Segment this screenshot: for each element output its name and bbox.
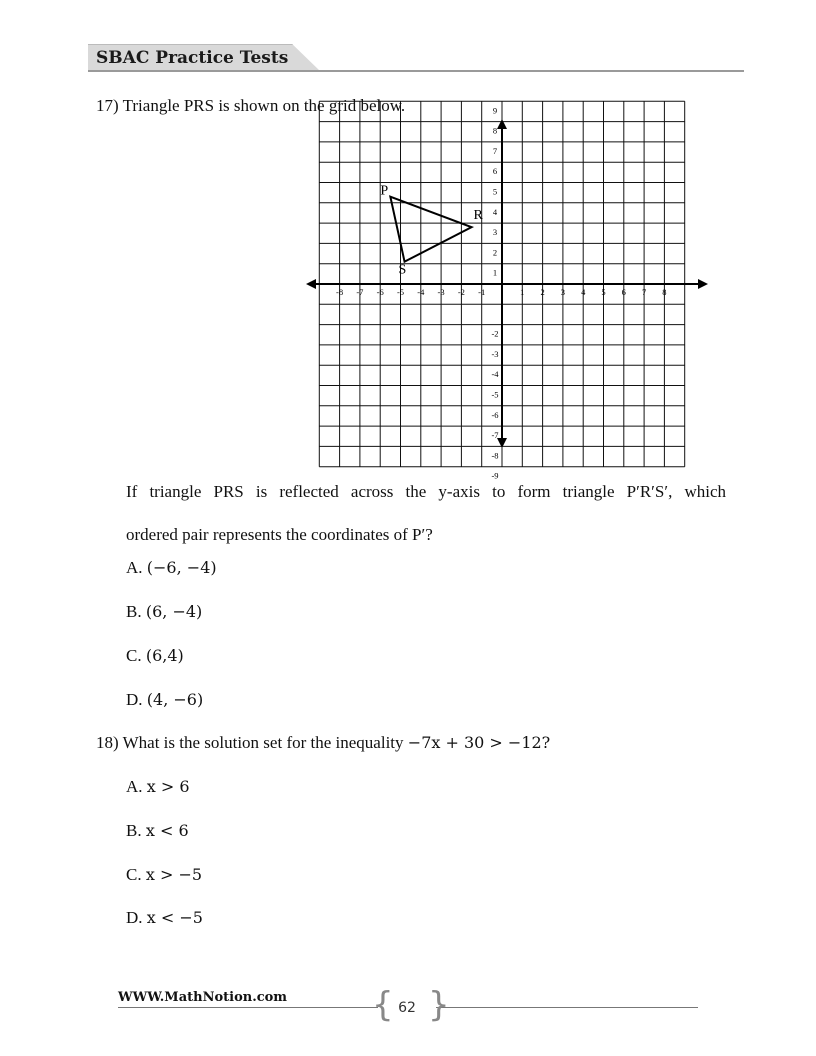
header-rule — [88, 70, 744, 72]
vertex-label-p: P — [380, 183, 389, 199]
y-tick-label: -7 — [491, 430, 499, 441]
y-tick-label: -8 — [491, 450, 499, 461]
y-tick-label: 4 — [492, 206, 498, 217]
y-tick-label: -5 — [491, 389, 499, 400]
x-axis-arrow-left — [306, 279, 316, 289]
footer-site-link[interactable]: WWW.MathNotion.com — [118, 990, 288, 1005]
x-tick-label: 2 — [540, 287, 545, 297]
q17-choice-a[interactable] — [126, 558, 217, 578]
vertex-label-r: R — [473, 208, 483, 224]
y-tick-label: -4 — [491, 369, 499, 380]
x-tick-label: 4 — [581, 287, 586, 297]
y-tick-label: 2 — [492, 247, 498, 258]
choice-letter: A. — [126, 777, 143, 796]
y-axis-arrow-up — [497, 119, 507, 129]
q18-choice-d[interactable] — [126, 908, 203, 928]
q18-prompt-text: 18) What is the solution set for the inequality — [96, 733, 404, 752]
y-tick-label: -2 — [491, 328, 499, 339]
q17-choice-d[interactable] — [126, 690, 203, 710]
x-tick-label: 8 — [662, 287, 667, 297]
q18-prompt-math: −7x + 30 > −12? — [407, 733, 551, 752]
x-tick-label: -4 — [417, 287, 425, 297]
x-tick-label: -5 — [396, 287, 405, 297]
x-tick-label: -8 — [336, 287, 344, 297]
choice-letter: B. — [126, 602, 142, 621]
choice-math: (6,4) — [145, 646, 184, 665]
choice-letter: C. — [126, 646, 142, 665]
choice-math: (4, −6) — [146, 690, 204, 709]
y-tick-label: -6 — [491, 409, 499, 420]
x-axis-arrow-right — [698, 279, 708, 289]
triangle-outline — [390, 197, 471, 262]
q17-prompt: 17) Triangle PRS is shown on the grid below. — [96, 96, 406, 115]
q18-choice-a[interactable] — [126, 777, 190, 797]
y-tick-label: 6 — [492, 166, 498, 177]
x-tick-label: 7 — [641, 287, 647, 297]
right-brace-decoration: } — [428, 985, 450, 1025]
choice-math: x < 6 — [145, 821, 189, 840]
x-tick-label: -2 — [457, 287, 465, 297]
page-number: 62 — [378, 995, 436, 1025]
q17-choice-b[interactable] — [126, 602, 202, 622]
left-brace-decoration: { — [372, 985, 394, 1025]
q18-prompt — [96, 733, 550, 753]
vertex-label-s: S — [398, 262, 407, 278]
y-tick-label: -9 — [491, 470, 499, 481]
x-tick-label: 5 — [601, 287, 606, 297]
x-tick-label: 1 — [520, 287, 525, 297]
choice-letter: A. — [126, 558, 143, 577]
y-tick-label: 5 — [492, 186, 498, 197]
choice-math: x < −5 — [146, 908, 203, 927]
q18-choice-b[interactable] — [126, 821, 189, 841]
x-tick-label: -1 — [478, 287, 486, 297]
choice-letter: D. — [126, 908, 143, 927]
y-tick-label: 3 — [492, 227, 498, 238]
x-tick-label: -7 — [356, 287, 364, 297]
y-tick-label: 7 — [492, 145, 498, 156]
q17-body-line2: ordered pair represents the coordinates of P′? — [126, 525, 433, 544]
choice-math: (−6, −4) — [146, 558, 217, 577]
y-tick-label: 1 — [492, 267, 498, 278]
q17-choice-c[interactable] — [126, 646, 184, 666]
choice-math: x > −5 — [145, 865, 203, 884]
y-tick-label: -3 — [491, 348, 499, 359]
x-tick-label: -6 — [376, 287, 384, 297]
q17-body-line1: If triangle PRS is reflected across the y-axis to form triangle P′R′S′, which — [126, 482, 726, 501]
choice-letter: C. — [126, 865, 142, 884]
choice-letter: B. — [126, 821, 142, 840]
x-tick-label: 3 — [560, 287, 566, 297]
y-tick-label: 9 — [492, 105, 498, 116]
x-tick-label: -3 — [437, 287, 445, 297]
x-tick-label: 6 — [621, 287, 626, 297]
q18-choice-c[interactable] — [126, 865, 202, 885]
choice-letter: D. — [126, 690, 143, 709]
coordinate-grid — [300, 105, 720, 481]
choice-math: x > 6 — [146, 777, 190, 796]
header-title: SBAC Practice Tests — [96, 48, 289, 68]
axes — [306, 119, 708, 448]
y-tick-label: 8 — [492, 125, 498, 136]
choice-math: (6, −4) — [145, 602, 203, 621]
